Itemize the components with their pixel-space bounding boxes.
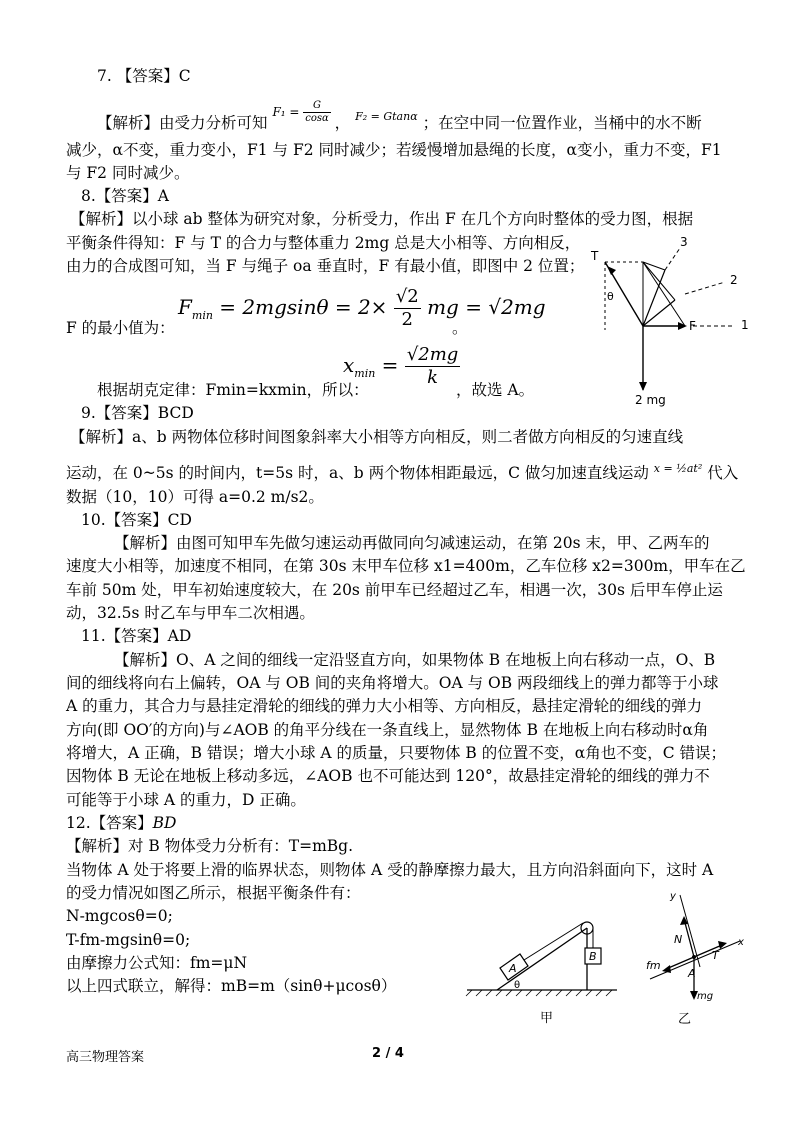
q12-eq2: T-fm-mgsinθ=0;	[66, 931, 191, 949]
q8-dashed-3	[665, 248, 680, 270]
q8-dashed-2	[685, 282, 725, 294]
q8-fmin-label: F 的最小值为：	[66, 319, 175, 337]
q8-xmin-sub: min	[354, 367, 376, 380]
q7-analysis-line1: 【解析】由受力分析可知 $^{F_1 = \frac{G}{\cos\alpha}}$ ， $^{F_2 = Gtan\alpha}$ ；在空中同一位置作业，当桶中的水不断	[97, 100, 702, 132]
q8-label-mg: 2 mg	[635, 393, 666, 407]
q12-yi-point-A	[692, 955, 696, 959]
q7-f1-lhs: F₁ =	[272, 105, 300, 119]
footer-title: 高三物理答案	[66, 1050, 145, 1065]
q12-eq3: 由摩擦力公式知：fm=μN	[66, 954, 248, 972]
q12-line2: 当物体 A 处于将要上滑的临界状态，则物体 A 受的静摩擦力最大，且方向沿斜面向下，这时 A	[66, 861, 714, 879]
q8-fmin-end: mg = √2mg	[427, 295, 546, 319]
q8-line2: 平衡条件得知：F 与 T 的合力与整体重力 2mg 总是大小相等、方向相反，	[66, 234, 581, 252]
q9-answer: 9.【答案】BCD	[81, 404, 194, 422]
q12-jia-label-theta: θ	[514, 980, 521, 991]
q12-eq4: 以上四式联立，解得：mB=m（sinθ+μcosθ）	[66, 977, 397, 995]
q8-xmin-fraction	[405, 344, 461, 389]
q9-line3: 数据（10，10）可得 a=0.2 m/s2。	[66, 488, 324, 506]
q8-F-arrow	[678, 322, 687, 330]
q11-line3: A 的重力，其合力与悬挂定滑轮的细线的弹力大小相等、方向相反，悬挂定滑轮的细线的弹力	[66, 697, 703, 715]
q12-answer-value: BD	[152, 814, 177, 832]
q8-period: 。	[452, 319, 468, 337]
q11-line5: 将增大，A 正确，B 错误；增大小球 A 的质量，只要物体 B 的位置不变，α角也不变，C 错误；	[66, 744, 726, 762]
q12-yi-fm-head	[662, 965, 671, 973]
q8-force-diagram	[585, 230, 770, 410]
q8-two: 2	[401, 309, 413, 330]
q8-xmin-eq: =	[375, 353, 399, 377]
q8-line1: 【解析】以小球 ab 整体为研究对象，分析受力，作出 F 在几个方向时整体的受力图，根据	[70, 210, 694, 228]
q9-line2-text: 运动，在 0~5s 的时间内，t=5s 时，a、b 两个物体相距最远，C 做匀加速直线运动	[66, 464, 649, 482]
q8-label-theta: θ	[607, 290, 614, 303]
q12-jia-incline	[497, 928, 587, 990]
q12-figure-yi	[640, 885, 750, 1035]
q12-yi-caption: 乙	[678, 1012, 692, 1027]
q9-line2-end: 代入	[707, 464, 739, 482]
footer-page-number: 2 / 4	[372, 1046, 404, 1061]
q8-label-1: 1	[741, 318, 749, 332]
q12-jia-label-A: A	[509, 962, 517, 975]
q8-sqrt2: √2	[395, 286, 419, 307]
q8-line3: 由力的合成图可知，当 F 与绳子 oa 垂直时，F 有最小值，即图中 2 位置；	[66, 257, 585, 275]
q10-line1: 【解析】由图可知甲车先做匀速运动再做同向匀减速运动，在第 20s 末，甲、乙两车的	[114, 534, 710, 552]
q12-figure-jia	[462, 890, 627, 1030]
q12-yi-label-A: A	[688, 967, 696, 980]
q12-yi-label-mg: mg	[697, 991, 714, 1002]
q8-label-T: T	[591, 249, 599, 263]
q10-answer: 10.【答案】CD	[81, 511, 192, 529]
q11-line4: 方向(即 OO′的方向)与∠AOB 的角平分线在一条直线上，显然物体 B 在地板上向右移动时α角	[66, 721, 709, 739]
q7-analysis-line3: 与 F2 同时减少。	[66, 164, 190, 182]
q12-jia-rope1	[524, 923, 583, 960]
q11-line2: 间的细线将向右上偏转，OA 与 OB 间的夹角将增大。OA 与 OB 两段细线上的弹力都等于小球	[66, 674, 719, 692]
q8-xmin-num: √2mg	[406, 344, 459, 365]
q10-line2: 速度大小相等，加速度不相同，在第 30s 末甲车位移 x1=400m，乙车位移 x2=300m，甲车在乙	[66, 557, 746, 575]
q7-f1-den: cosα	[305, 113, 329, 124]
q11-line6: 因物体 B 无论在地板上移动多远，∠AOB 也不可能达到 120°，故悬挂定滑轮的细线的弹力不	[66, 767, 710, 785]
q8-fmin-formula	[178, 286, 546, 336]
q9-line2	[66, 463, 738, 485]
q11-answer: 11.【答案】AD	[81, 627, 192, 645]
q12-jia-caption: 甲	[540, 1011, 554, 1026]
q8-xmin-x: x	[343, 353, 355, 377]
q10-line4: 动，32.5s 时乙车与甲车二次相遇。	[66, 604, 315, 622]
q7-analysis-line2: 减少，α不变，重力变小，F1 与 F2 同时减少；若缓慢增加悬绳的长度，α变小，重力不变，F1	[66, 141, 722, 159]
q9-formula: x = ½at²	[653, 462, 703, 475]
q7-f1-formula	[272, 100, 334, 124]
q7-answer: 7. 【答案】C	[97, 67, 191, 85]
q12-line3: 的受力情况如图乙所示，根据平衡条件有：	[66, 884, 361, 902]
q11-line7: 可能等于小球 A 的重力，D 正确。	[66, 791, 306, 809]
q8-fmin-mid: = 2mgsinθ = 2×	[212, 295, 388, 319]
q8-label-F: F	[689, 319, 696, 333]
q12-jia-hatch	[466, 990, 612, 996]
q7-f2-formula: F₂ = Gtanα	[355, 110, 418, 123]
q12-yi-N-arrow	[684, 919, 694, 957]
q8-T-arrow	[607, 266, 616, 275]
q7-f1-fraction	[303, 100, 331, 125]
q7-analysis-prefix: 【解析】由受力分析可知	[97, 114, 268, 132]
q12-yi-label-N: N	[674, 933, 683, 946]
q12-yi-T-head	[718, 941, 727, 949]
q7-f1-num: G	[303, 100, 331, 113]
q12-yi-label-x: x	[738, 937, 744, 948]
q8-sqrt2-over-2	[394, 286, 421, 331]
q8-hooke: 根据胡克定律：Fmin=kxmin，所以：	[97, 381, 369, 399]
q12-answer-prefix: 12.【答案】	[66, 814, 153, 832]
q12-yi-label-T: T	[712, 949, 719, 962]
q12-eq1: N-mgcosθ=0;	[66, 907, 173, 925]
q8-fmin-F: F	[178, 295, 192, 319]
q9-line1: 【解析】a、b 两物体位移时间图象斜率大小相等方向相反，则二者做方向相反的匀速直线	[70, 428, 684, 446]
q8-mg-arrow	[639, 382, 647, 391]
q8-label-2: 2	[730, 273, 738, 287]
q8-fmin-sub: min	[191, 309, 213, 322]
q12-yi-label-fm: fm	[646, 959, 661, 972]
q12-line1: 【解析】对 B 物体受力分析有：T=mBg.	[66, 837, 354, 855]
q8-xmin-den: k	[427, 367, 439, 388]
q8-conclude: ，故选 A。	[456, 381, 535, 399]
q12-yi-label-y: y	[670, 891, 676, 902]
q8-answer: 8.【答案】A	[81, 187, 169, 205]
q10-line3: 车前 50m 处，甲车初始速度较大，在 20s 前甲车已经超过乙车，相遇一次，30s 后甲车停止运	[66, 581, 723, 599]
q12-answer	[66, 813, 176, 833]
q8-label-3: 3	[680, 235, 688, 249]
q11-line1: 【解析】O、A 之间的细线一定沿竖直方向，如果物体 B 在地板上向右移动一点，O、B	[114, 651, 716, 669]
q7-analysis-rest: ；在空中同一位置作业，当桶中的水不断	[422, 114, 702, 132]
q12-jia-label-B: B	[589, 950, 597, 963]
